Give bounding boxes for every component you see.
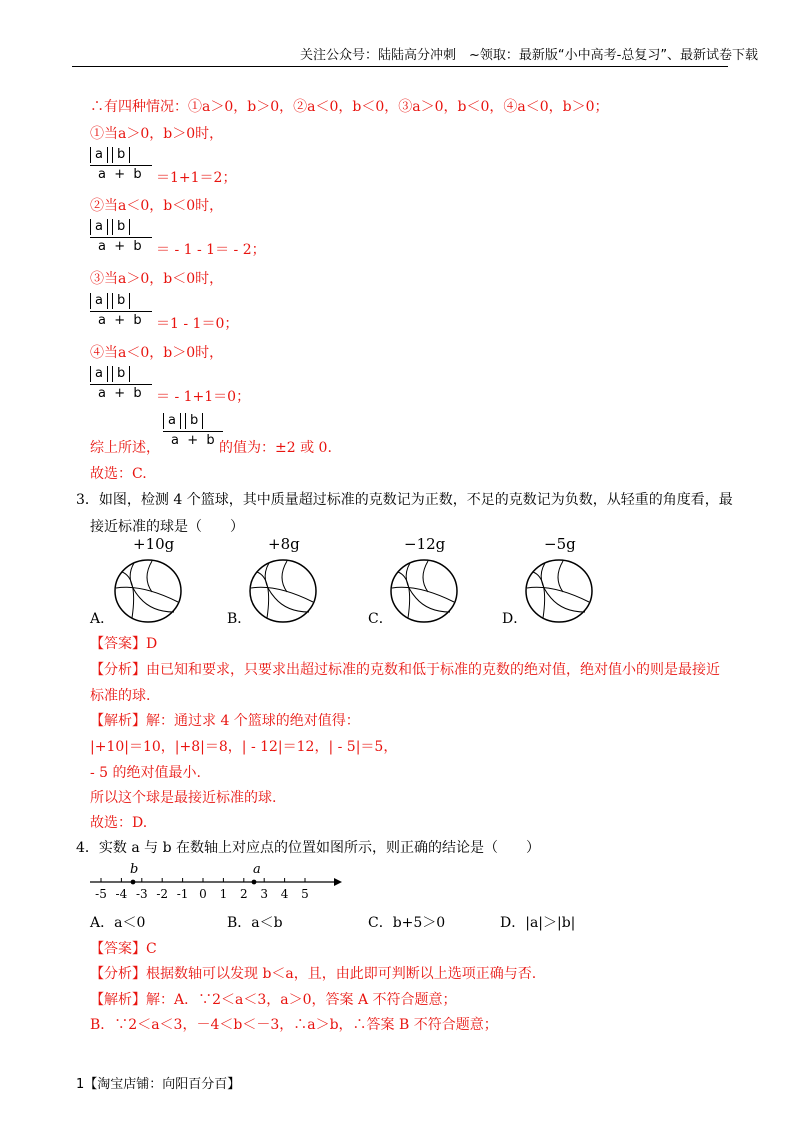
q3-solution-4: 所以这个球是最接近标准的球. (90, 790, 277, 806)
axis-tick-label: -5 (95, 887, 107, 901)
case-2: a＜0，b＜0，③ (307, 99, 413, 115)
abs-b: b (112, 366, 130, 382)
case3-result: ＝1 - 1＝0； (156, 316, 239, 332)
ball-label-d: −5g (544, 535, 576, 553)
den-a: a (171, 433, 179, 448)
point-a-label: a (253, 862, 261, 877)
q3-answer: 【答案】D (90, 636, 158, 652)
q4-solution-1: 【解析】解：A．∵2＜a＜3，a＞0，答案 A 不符合题意； (90, 992, 457, 1008)
axis-tick-label: 3 (260, 887, 269, 901)
fraction-bar (163, 431, 223, 432)
axis-tick-label: -4 (115, 887, 128, 901)
abs-a: a (163, 413, 181, 429)
cases-pre: ∴有四种情况：① (90, 99, 202, 115)
q4-answer: 【答案】C (90, 941, 157, 957)
plus: + (114, 386, 126, 401)
q3-solution-2: |+10|＝10，|+8|＝8，| - 12|＝12，| - 5|＝5， (90, 739, 398, 755)
den-a: a (98, 313, 106, 328)
plus: + (114, 313, 126, 328)
ball-label-c: −12g (404, 535, 446, 553)
fraction-bar (90, 384, 152, 385)
axis-tick-label: -3 (135, 887, 148, 901)
case2-result: ＝ - 1 - 1＝ - 2； (156, 242, 266, 258)
summary-post: 的值为：±2 或 0. (219, 440, 332, 456)
q3-solution-3: - 5 的绝对值最小. (90, 765, 201, 781)
abs-b: b (185, 413, 203, 429)
q4-option-c: C．b+5＞0 (368, 915, 446, 931)
plus: + (114, 167, 126, 182)
number-line (88, 858, 344, 904)
q4-option-d: D．|a|＞|b| (500, 915, 576, 931)
basketball-icon (388, 558, 460, 624)
q2-choose: 故选：C. (90, 466, 147, 482)
case4-result: ＝ - 1+1＝0； (156, 389, 251, 405)
fraction-bar (90, 237, 152, 238)
point-a (252, 880, 257, 885)
q4-analysis: 【分析】根据数轴可以发现 b＜a，且，由此即可判断以上选项正确与否. (90, 966, 537, 982)
q3-solution-1: 【解析】解：通过求 4 个篮球的绝对值得： (90, 713, 360, 729)
axis-tick-label: -1 (176, 887, 189, 901)
axis-tick-label: 2 (239, 887, 248, 901)
q3-choose: 故选：D. (90, 815, 148, 831)
case-4: a＜0，b＞0； (517, 99, 609, 115)
axis-tick-label: -2 (156, 887, 169, 901)
page-header: 关注公众号：陆陆高分冲刺 ~领取：最新版“小中高考-总复习”、最新试卷下载 (300, 48, 759, 63)
option-b: B． (227, 611, 252, 627)
basketball-icon (247, 558, 319, 624)
q3-stem-1: 3．如图，检测 4 个篮球，其中质量超过标准的克数记为正数，不足的克数记为负数，从轻重的角度看，最 (76, 492, 733, 508)
point-b-label: b (130, 862, 139, 877)
abs-b: b (112, 147, 130, 163)
option-a: A． (90, 611, 115, 627)
den-b: b (133, 239, 142, 254)
q3-analysis-2: 标准的球. (90, 688, 151, 704)
point-b (131, 880, 136, 885)
q4-stem: 4．实数 a 与 b 在数轴上对应点的位置如图所示，则正确的结论是（ ） (76, 840, 541, 856)
option-d: D． (502, 611, 528, 627)
case1-title: ①当a＞0，b＞0时， (90, 126, 224, 142)
abs-b: b (112, 293, 130, 309)
basketball-icon (523, 558, 595, 624)
fraction-bar (90, 165, 152, 166)
axis-tick-label: 4 (280, 887, 289, 901)
q3-analysis-1: 【分析】由已知和要求，只要求出超过标准的克数和低于标准的克数的绝对值，绝对值小的则是最接近 (90, 662, 720, 678)
basketball-icon (112, 558, 184, 624)
den-a: a (98, 239, 106, 254)
cases-line (90, 96, 609, 116)
abs-a: a (90, 366, 108, 382)
plus: + (114, 239, 126, 254)
axis-tick-label: 0 (199, 887, 207, 901)
den-a: a (98, 167, 106, 182)
abs-b: b (112, 219, 130, 235)
den-b: b (133, 167, 142, 182)
page-footer: 1【淘宝店铺：向阳百分百】 (76, 1077, 241, 1092)
q3-stem-2: 接近标准的球是（ ） (90, 519, 244, 535)
summary-pre: 综上所述， (90, 440, 160, 456)
den-a: a (98, 386, 106, 401)
q4-option-a: A．a＜0 (90, 915, 146, 931)
case-1: a＞0，b＞0，② (202, 99, 308, 115)
den-b: b (133, 386, 142, 401)
den-b: b (206, 433, 215, 448)
den-b: b (133, 313, 142, 328)
plus: + (187, 433, 199, 448)
header-rule (72, 66, 728, 67)
abs-a: a (90, 147, 108, 163)
ball-label-a: +10g (133, 535, 175, 553)
axis-tick-label: 5 (301, 887, 309, 901)
axis-arrow (334, 878, 342, 886)
case4-title: ④当a＜0，b＞0时， (90, 345, 224, 361)
case3-title: ③当a＞0，b＜0时， (90, 271, 224, 287)
option-c: C． (368, 611, 393, 627)
case1-result: ＝1+1＝2； (156, 170, 237, 186)
abs-a: a (90, 219, 108, 235)
case2-title: ②当a＜0，b＜0时， (90, 198, 224, 214)
axis-tick-label: 1 (219, 887, 228, 901)
ball-label-b: +8g (268, 535, 300, 553)
abs-a: a (90, 293, 108, 309)
case-3: a＞0，b＜0，④ (412, 99, 518, 115)
fraction-bar (90, 311, 152, 312)
q4-solution-2: B．∵2＜a＜3，－4＜b＜－3，∴a＞b，∴答案 B 不符合题意； (90, 1017, 498, 1033)
q4-option-b: B．a＜b (227, 915, 283, 931)
